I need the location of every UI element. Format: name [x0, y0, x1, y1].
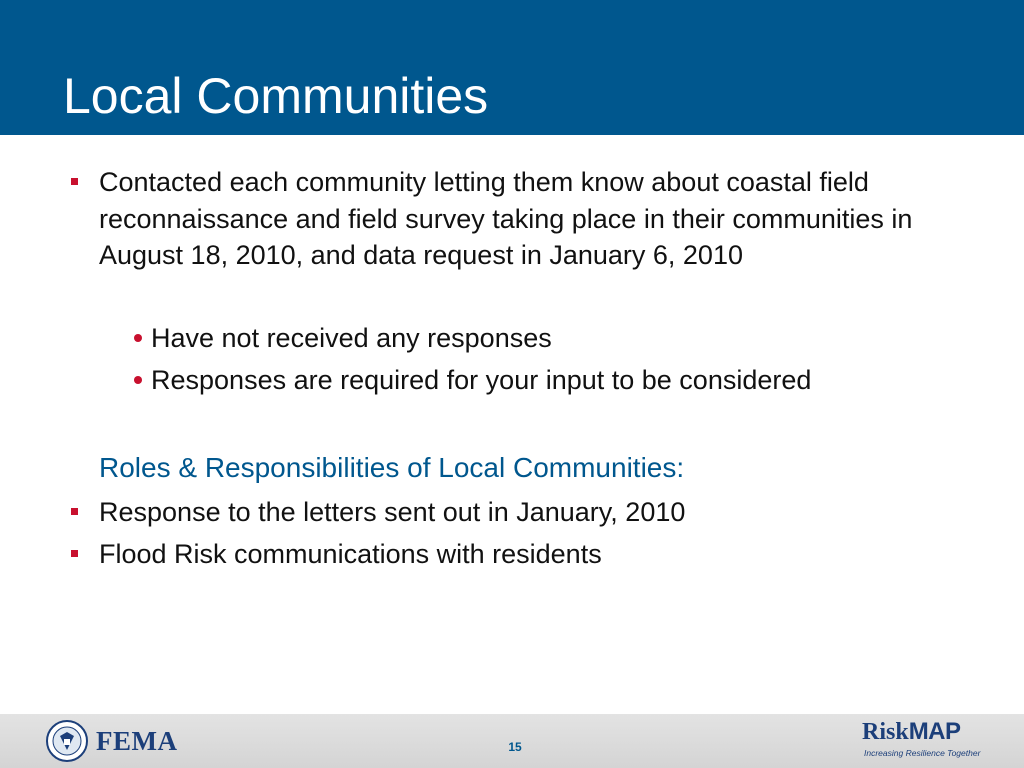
riskmap-logo	[862, 718, 961, 746]
riskmap-tagline: Increasing Resilience Together	[864, 748, 981, 758]
sub-bullet-no-responses	[151, 320, 951, 356]
bullet-text: Contacted each community letting them know about coastal field reconnaissance and field survey taking place in their communities in August 18, 2010, and data request in January 6, 2010	[99, 167, 913, 270]
riskmap-logo-map: MAP	[908, 718, 961, 745]
sub-bullet-text: Responses are required for your input to be considered	[151, 365, 812, 395]
bullet-text: Flood Risk communications with residents	[99, 539, 602, 569]
dot-bullet-icon	[134, 334, 142, 342]
square-bullet-icon	[71, 178, 78, 185]
slide-title: Local Communities	[63, 68, 489, 124]
sub-bullet-text: Have not received any responses	[151, 323, 552, 353]
bullet-contacted-communities	[99, 164, 959, 274]
bullet-flood-risk	[99, 536, 959, 573]
page-number: 15	[508, 740, 522, 754]
roles-heading: Roles & Responsibilities of Local Communities:	[99, 452, 685, 483]
bullet-response-letters	[99, 494, 959, 531]
fema-logo: FEMA	[96, 726, 178, 756]
square-bullet-icon	[71, 550, 78, 557]
dhs-seal-icon	[46, 720, 88, 762]
bullet-text: Response to the letters sent out in January, 2010	[99, 497, 686, 527]
riskmap-logo-risk: Risk	[862, 719, 909, 745]
sub-bullet-responses-required	[151, 362, 951, 398]
dot-bullet-icon	[134, 376, 142, 384]
square-bullet-icon	[71, 508, 78, 515]
